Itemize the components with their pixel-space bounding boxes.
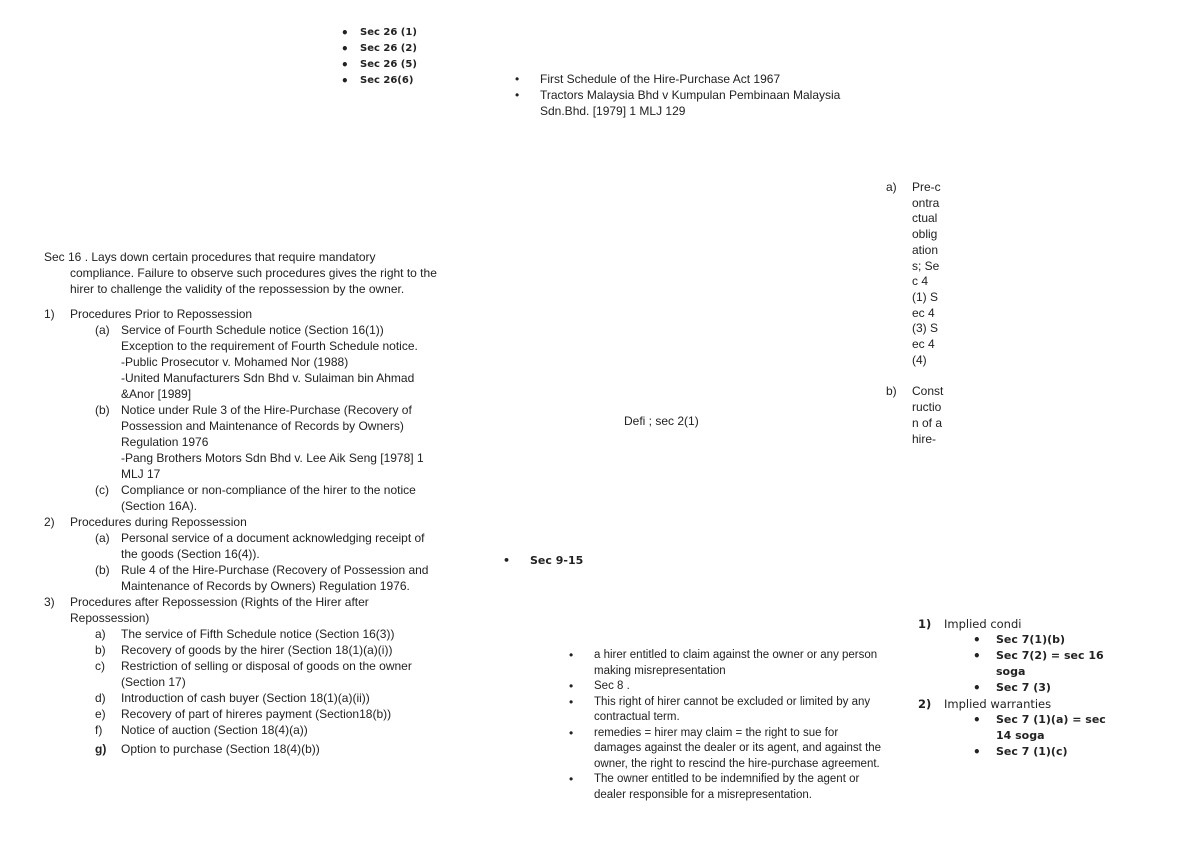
sub-item: a) The service of Fifth Schedule notice (Section 16(3)) <box>95 627 395 641</box>
item-number: 2) <box>44 515 55 529</box>
item-number: 1) <box>44 307 55 321</box>
item-number: 3) <box>44 595 55 609</box>
list-item: • Sec 26 (2) <box>338 41 498 57</box>
sub-item: d) Introduction of cash buyer (Section 18(1)(a)(ii)) <box>95 691 370 705</box>
implied-conditions-list <box>970 632 1110 696</box>
item-title: Procedures Prior to Repossession <box>70 307 253 321</box>
list-item: • This right of hirer cannot be excluded or limited by any contractual term. <box>566 695 882 726</box>
list-item: • The owner entitled to be indemnified by the agent or dealer responsible for a misrepresentation. <box>566 772 882 803</box>
list-item: • Sec 26(6) <box>338 73 498 89</box>
list-item: • Sec 7 (3) <box>970 680 1110 696</box>
sub-item: (a) Personal service of a document acknowledging receipt of the goods (Section 16(4)). <box>95 531 425 561</box>
sec16-item-3 <box>44 594 444 757</box>
list-item: • Sec 7 (1)(c) <box>970 744 1110 760</box>
sub-item: f) Notice of auction (Section 18(4)(a)) <box>95 723 308 737</box>
sec26-list <box>338 25 498 89</box>
sub-item: (c) Compliance or non-compliance of the hirer to the notice (Section 16A). <box>95 483 416 513</box>
sec16-item-1 <box>44 306 444 514</box>
implied-conditions-heading: 1) Implied condi <box>918 617 1022 631</box>
sec16-intro: Sec 16 . Lays down certain procedures that require mandatory compliance. Failure to observe such procedures gives the right to the hirer to challenge the validity of the repossession by the owner. <box>44 250 437 296</box>
misrep-list <box>566 648 882 803</box>
list-item: • Sec 26 (5) <box>338 57 498 73</box>
sec16-item-2 <box>44 514 444 594</box>
side-note-b-label: b) <box>886 384 897 399</box>
sub-item: c) Restriction of selling or disposal of goods on the owner (Section 17) <box>95 659 412 689</box>
list-item: • Tractors Malaysia Bhd v Kumpulan Pembinaan Malaysia Sdn.Bhd. [1979] 1 MLJ 129 <box>512 87 872 119</box>
sub-item: g) Option to purchase (Section 18(4)(b)) <box>95 742 320 756</box>
list-item: • First Schedule of the Hire-Purchase Act 1967 <box>512 71 872 87</box>
side-note <box>886 180 956 480</box>
sub-item: (b) Rule 4 of the Hire-Purchase (Recovery of Possession and Maintenance of Records by Owners) Regulation 1976. <box>95 563 429 593</box>
sub-item: e) Recovery of part of hireres payment (Section18(b)) <box>95 707 392 721</box>
list-item: • Sec 7 (1)(a) = sec 14 soga <box>970 712 1110 744</box>
side-note-b <box>886 384 956 447</box>
side-note-a-text: Pre-contractual obligations; Sec 4(1) Sec 4(3) Sec 4(4) <box>912 180 941 367</box>
list-item: • Sec 7(1)(b) <box>970 632 1110 648</box>
list-item: • Sec 8 . <box>566 679 882 695</box>
list-item: • Sec 26 (1) <box>338 25 498 41</box>
side-note-a-label: a) <box>886 180 897 194</box>
item-title: Procedures after Repossession (Rights of the Hirer after Repossession) <box>70 595 369 625</box>
list-item: • Sec 7(2) = sec 16 soga <box>970 648 1110 680</box>
list-item: • remedies = hirer may claim = the right to sue for damages against the dealer or its agent, and against the owner, the right to rescind the hire-purchase agreement. <box>566 726 882 773</box>
implied-warranties-list <box>970 712 1110 760</box>
sub-item: (b) Notice under Rule 3 of the Hire-Purchase (Recovery of Possession and Maintenance of Records by Owners) Regulation 1976 -Pang Brothers Motors Sdn Bhd v. Lee Aik Seng [1978] 1 MLJ 17 <box>95 403 424 481</box>
side-note-b-text: Construction of a hire- <box>912 384 944 446</box>
side-note-a <box>886 180 956 368</box>
implied-warranties-heading: 2) Implied warranties <box>918 697 1052 711</box>
list-item: • a hirer entitled to claim against the owner or any person making misrepresentation <box>566 648 882 679</box>
implied-terms <box>918 616 1118 760</box>
sec9-15: • Sec 9-15 <box>503 554 584 567</box>
definition-note: Defi ; sec 2(1) <box>624 414 699 428</box>
sub-item: b) Recovery of goods by the hirer (Section 18(1)(a)(i)) <box>95 643 393 657</box>
schedule-refs <box>512 71 872 119</box>
sec16-block <box>44 249 444 757</box>
sub-item: (a) Service of Fourth Schedule notice (Section 16(1)) Exception to the requirement of Fourth Schedule notice. -Public Prosecutor v. Mohamed Nor (1988) -United Manufacturers Sdn Bhd v. Sulaiman bin Ahmad &Anor [1989] <box>95 323 418 401</box>
item-title: Procedures during Repossession <box>70 515 247 529</box>
